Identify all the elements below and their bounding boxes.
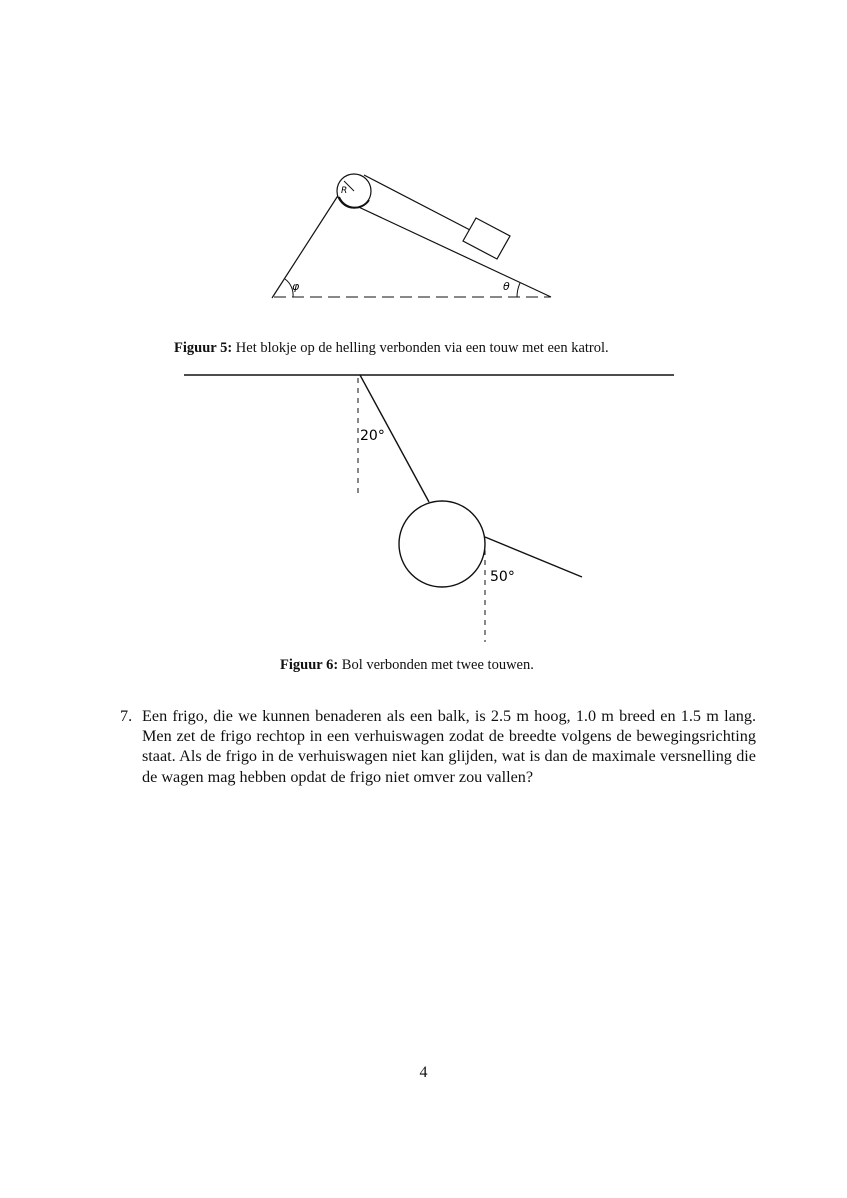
problem-text: Een frigo, die we kunnen benaderen als een balk, is 2.5 m hoog, 1.0 m breed en 1.5 m lang. Men zet de frigo rechtop in een verhuiswagen zodat de breedte volgens de bewegingsrichting staat. Als de frigo in de verhuiswagen niet kan glijden, wat is dan de maximale versnelling die de wagen mag hebben opdat de frigo niet omver zou vallen? xyxy=(142,707,756,786)
figure5-caption-label: Figuur 5: xyxy=(174,340,233,356)
angle-50-label: 50° xyxy=(490,569,515,585)
theta-angle-arc xyxy=(517,283,520,297)
problem-number: 7. xyxy=(120,707,133,725)
figure6-caption xyxy=(280,656,534,674)
figure6-caption-label: Figuur 6: xyxy=(280,657,339,673)
figure5-caption-text: Het blokje op de helling verbonden via een touw met een katrol. xyxy=(235,340,609,356)
block xyxy=(463,218,510,259)
ball xyxy=(399,501,485,587)
phi-angle-label: φ xyxy=(292,280,300,293)
problem-7 xyxy=(120,706,756,787)
rope-incline-line xyxy=(364,175,470,230)
radius-label: R xyxy=(341,186,348,196)
angle-20-label: 20° xyxy=(360,428,385,444)
page-number: 4 xyxy=(419,1064,428,1081)
figure6-caption-text: Bol verbonden met twee touwen. xyxy=(341,657,534,673)
figure5-diagram xyxy=(260,160,570,310)
theta-angle-label: θ xyxy=(503,280,510,293)
incline-surface xyxy=(350,203,551,297)
figure5-caption xyxy=(174,339,609,357)
rope-left-line xyxy=(272,194,339,298)
figure6-diagram xyxy=(180,366,680,646)
